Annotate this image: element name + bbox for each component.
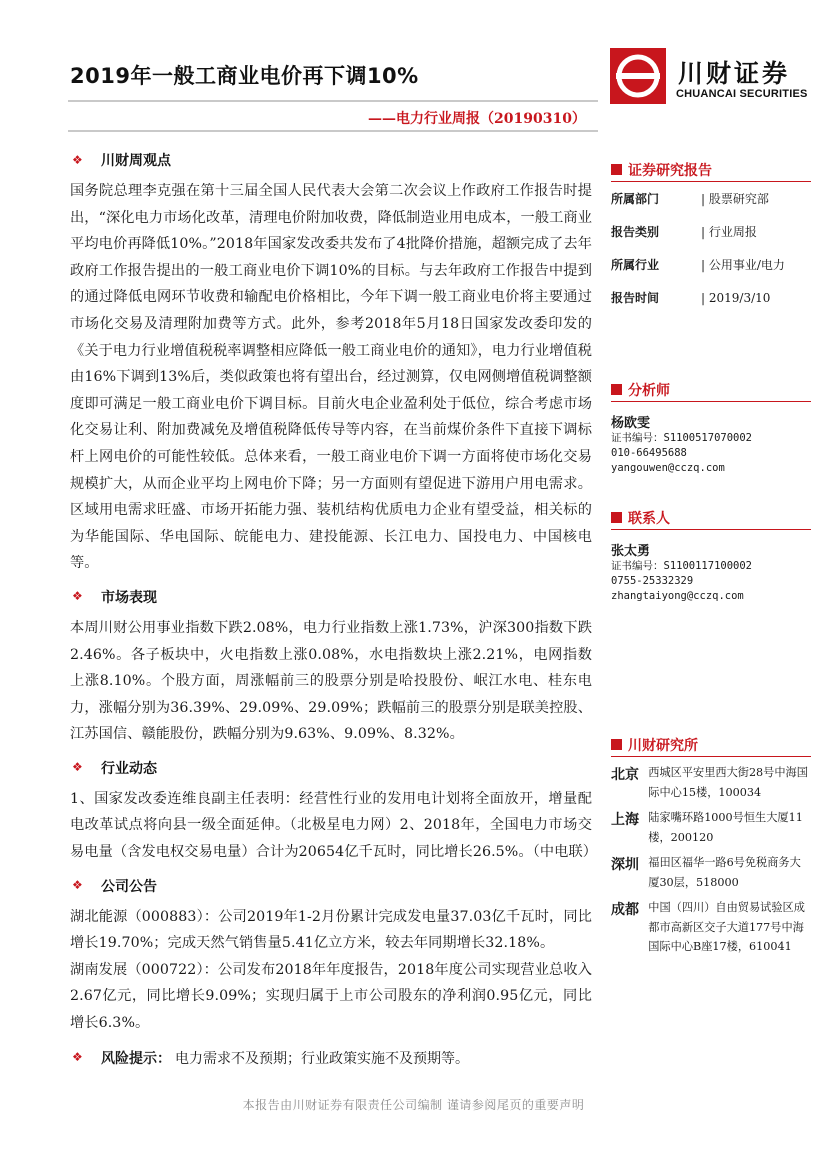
diamond-bullet-icon: ❖ <box>72 878 83 893</box>
section-header <box>70 756 592 780</box>
diamond-bullet-icon: ❖ <box>72 589 83 604</box>
analyst-email[interactable]: yangouwen@cczq.com <box>611 462 725 474</box>
square-bullet-icon <box>611 739 622 750</box>
section-title: 市场表现 <box>101 589 157 606</box>
paragraph: 国务院总理李克强在第十三届全国人民代表大会第二次会议上作政府工作报告时提出，“深化电力市场化改革，清理电价附加收费，降低制造业用电成本，一般工商业平均电价再降低10%。”2018年国家发改委共发布了4批降价措施，超额完成了去年政府工作报告提出的一般工商业电价下调10%的目标。与去年政府工作报告中提到的通过降低电网环节收费和输配电价格相比，今年下调一般工商业电价将主要通过市场化交易及清理附加费等方式。此外，参考2018年5月18日国家发改委印发的《关于电力行业增值税税率调整相应降低一般工商业电价的通知》，电力行业增值税由16%下调到13%后，类似政策也将有望出台，经过测算，仅电网侧增值税调整额度即可满足一般工商业电价下调目标。目前火电企业盈利处于低位，综合考虑市场化交易让利、附加费减免及增值税降低传导等内容，在当前煤价条件下直接下调标杆上网电价的可能性较低。总体来看，一般工商业电价下调一方面将使市场化交易规模扩大，从而企业平均上网电价下降；另一方面则有望促进下游用户用电需求。区域用电需求旺盛、市场开拓能力强、装机结构优质电力企业有望受益，相关标的为华能国际、华电国际、皖能电力、建投能源、长江电力、国投电力、中国核电等。 <box>70 183 592 572</box>
header-divider <box>68 100 598 102</box>
sidebar-heading: 证券研究报告 <box>611 158 811 182</box>
logo-name-cn: 川财证券 <box>678 59 791 88</box>
contact-email[interactable]: zhangtaiyong@cczq.com <box>611 590 744 602</box>
analyst-name: 杨欧雯 <box>611 416 651 431</box>
analyst-cert: 证书编号：S1100517070002 <box>611 432 753 444</box>
institute-info <box>611 733 811 957</box>
analyst-phone: 010-66495688 <box>611 447 687 459</box>
info-row: 报告时间 | 2019/3/10 <box>611 290 771 305</box>
sidebar-heading: 联系人 <box>611 506 811 530</box>
analyst-info <box>611 378 811 476</box>
square-bullet-icon <box>611 164 622 175</box>
report-subtitle: ——电力行业周报（20190310） <box>368 111 586 127</box>
square-bullet-icon <box>611 512 622 523</box>
info-row: 报告类别 | 行业周报 <box>611 225 757 239</box>
section-title: 行业动态 <box>101 760 157 777</box>
paragraph: 本周川财公用事业指数下跌2.08%，电力行业指数上涨1.73%，沪深300指数下跌2.46%。各子板块中，火电指数上涨0.08%，水电指数块上涨2.21%，电网指数上涨8.10%。个股方面，周涨幅前三的股票分别是哈投股份、岷江水电、桂东电力，涨幅分别为36.39%、29.09%、29.09%；跌幅前三的股票分别是联美控股、江苏国信、赣能股份，跌幅分别为9.63%、9.09%、8.32%。 <box>70 619 592 743</box>
risk-warning <box>70 1045 592 1071</box>
diamond-bullet-icon: ❖ <box>72 760 83 775</box>
header-divider-bottom <box>68 130 598 132</box>
company-logo <box>610 48 810 108</box>
office-address: 成都 中国（四川）自由贸易试验区成都市高新区交子大道177号中海国际中心B座17楼，610041 <box>611 901 805 953</box>
main-content <box>70 148 598 1071</box>
section-header <box>70 585 592 609</box>
section-header <box>70 874 592 898</box>
chuancai-logo-icon <box>610 48 666 104</box>
risk-text: 电力需求不及预期；行业政策实施不及预期等。 <box>175 1050 469 1067</box>
report-title: 2019年一般工商业电价再下调10% <box>70 64 419 88</box>
paragraph: 湖北能源（000883）：公司2019年1-2月份累计完成发电量37.03亿千瓦时，同比增长19.70%；完成天然气销售量5.41亿立方米，较去年同期增长32.18%。 <box>70 908 592 952</box>
diamond-bullet-icon: ❖ <box>72 152 83 167</box>
office-address: 深圳 福田区福华一路6号免税商务大厦30层，518000 <box>611 856 801 889</box>
contact-phone: 0755-25332329 <box>611 575 694 587</box>
logo-name-en: CHUANCAI SECURITIES <box>676 88 808 100</box>
paragraph: 1、国家发改委连维良副主任表明：经营性行业的发用电计划将全面放开，增量配电改革试点将向县一级全面延伸。（北极星电力网）2、2018年，全国电力市场交易电量（含发电权交易电量）合计为20654亿千瓦时，同比增长26.5%。（中电联） <box>70 790 598 861</box>
diamond-bullet-icon: ❖ <box>72 1050 83 1065</box>
report-info <box>611 158 811 314</box>
info-row: 所属行业 | 公用事业/电力 <box>611 258 785 272</box>
square-bullet-icon <box>611 384 622 395</box>
office-address: 北京 西城区平安里西大街28号中海国际中心15楼，100034 <box>611 766 808 799</box>
sidebar-heading: 分析师 <box>611 378 811 402</box>
contact-info <box>611 506 811 604</box>
paragraph: 湖南发展（000722）：公司发布2018年年度报告，2018年度公司实现营业总收入2.67亿元，同比增长9.09%；实现归属于上市公司股东的净利润0.95亿元，同比增长6.3%。 <box>70 961 592 1032</box>
risk-label: 风险提示： <box>101 1050 171 1067</box>
section-title: 川财周观点 <box>101 153 171 169</box>
section-title: 公司公告 <box>101 878 157 895</box>
footer-disclaimer: 本报告由川财证券有限责任公司编制 谨请参阅尾页的重要声明 <box>242 1098 585 1112</box>
info-row: 所属部门 | 股票研究部 <box>611 192 769 206</box>
contact-cert: 证书编号：S1100117100002 <box>611 560 753 572</box>
office-address: 上海 陆家嘴环路1000号恒生大厦11楼，200120 <box>611 811 803 844</box>
contact-name: 张太勇 <box>611 544 651 559</box>
section-header <box>70 148 592 172</box>
sidebar-heading: 川财研究所 <box>611 733 811 757</box>
